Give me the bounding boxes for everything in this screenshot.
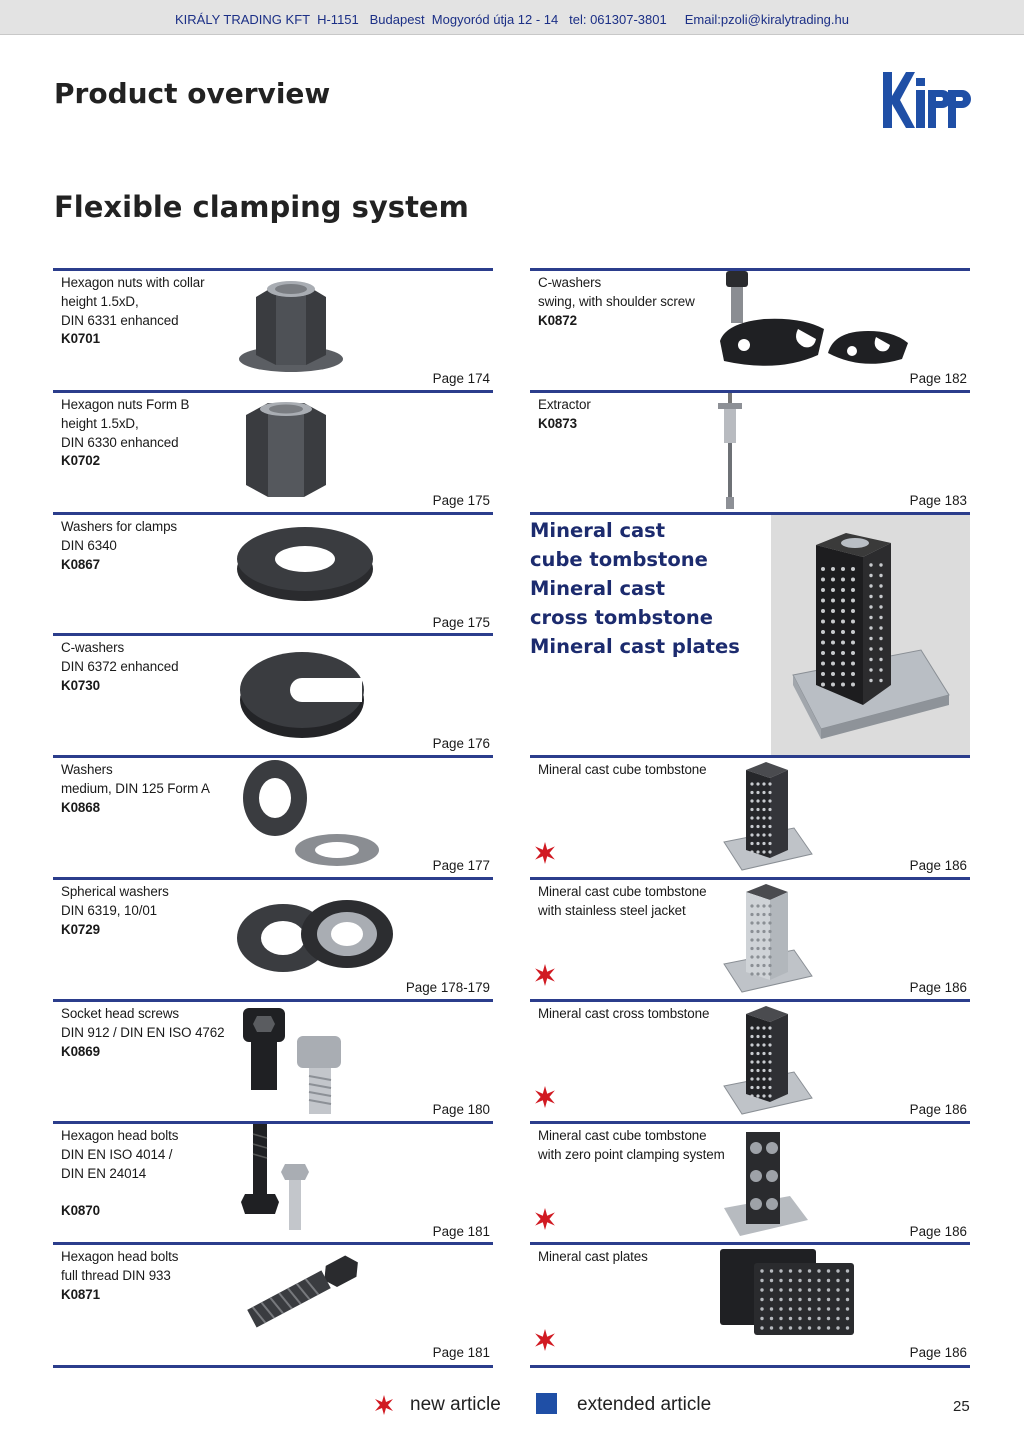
product-entry — [530, 999, 970, 1118]
description-line: Hexagon head bolts — [61, 1249, 179, 1264]
description-line: DIN 6340 — [61, 537, 117, 553]
description-line: DIN EN 24014 — [61, 1165, 147, 1181]
product-description — [538, 1248, 738, 1267]
telephone: tel: 061307-3801 — [569, 12, 667, 27]
hex-bolt-icon — [239, 1124, 319, 1241]
feature-heading-line: cube tombstone — [530, 548, 708, 571]
product-entry — [53, 390, 493, 509]
product-entry — [53, 268, 493, 387]
description-line: Extractor — [538, 397, 591, 412]
page-number: 25 — [953, 1398, 970, 1415]
page-title: Product overview — [54, 77, 331, 110]
product-description — [61, 518, 261, 574]
page-reference[interactable]: Page 186 — [909, 1224, 967, 1239]
product-description — [538, 883, 738, 921]
new-article-star-icon — [534, 842, 556, 864]
postcode: H-1151 — [317, 12, 359, 27]
contact-header-bar — [0, 0, 1024, 35]
page-reference[interactable]: Page 186 — [909, 858, 967, 873]
description-line: Mineral cast cube tombstone — [538, 1128, 707, 1143]
description-line: height 1.5xD, — [61, 415, 139, 431]
product-entry — [530, 390, 970, 509]
product-description — [538, 761, 738, 780]
city: Budapest — [369, 12, 425, 27]
collar-hex-nut-icon — [236, 277, 346, 380]
product-entry — [53, 512, 493, 631]
description-line: Hexagon nuts Form B — [61, 397, 190, 412]
description-line: DIN 6331 enhanced — [61, 312, 179, 328]
page-reference[interactable]: Page 175 — [432, 615, 490, 630]
page-reference[interactable]: Page 186 — [909, 1102, 967, 1117]
description-line: Washers for clamps — [61, 519, 178, 534]
legend-new-article: new article — [410, 1394, 501, 1415]
description-line: DIN EN ISO 4014 / — [61, 1146, 173, 1162]
email-address[interactable]: Email:pzoli@kiralytrading.hu — [684, 12, 849, 27]
description-line: Spherical washers — [61, 884, 169, 899]
article-code: K0873 — [538, 415, 577, 431]
description-line: height 1.5xD, — [61, 293, 139, 309]
extended-article-square-icon — [536, 1393, 557, 1414]
feature-heading — [530, 516, 765, 661]
article-code: K0701 — [61, 331, 100, 347]
left-bottom-rule — [53, 1365, 493, 1368]
new-article-star-icon — [534, 1208, 556, 1230]
cast-plates-icon — [718, 1247, 858, 1342]
product-description — [61, 396, 261, 471]
description-line: Hexagon nuts with collar — [61, 275, 205, 290]
description-line: DIN 6319, 10/01 — [61, 902, 158, 918]
cross-tombstone-icon — [720, 1002, 816, 1123]
extractor-icon — [710, 393, 750, 514]
right-bottom-rule — [530, 1365, 970, 1368]
description-line: with stainless steel jacket — [538, 902, 686, 918]
page-reference[interactable]: Page 178-179 — [405, 980, 490, 995]
product-entry — [530, 1242, 970, 1361]
steel-jacket-tombstone-icon — [720, 880, 816, 1001]
page-reference[interactable]: Page 180 — [432, 1102, 490, 1117]
street-address: Mogyoród útja 12 - 14 — [431, 12, 559, 27]
product-description — [61, 1005, 261, 1061]
legend-extended-article: extended article — [577, 1394, 712, 1415]
page-reference[interactable]: Page 175 — [432, 493, 490, 508]
company-name: KIRÁLY TRADING KFT — [175, 12, 310, 27]
description-line: Mineral cast cross tombstone — [538, 1006, 710, 1021]
description-line: C-washers — [61, 640, 125, 655]
page-reference[interactable]: Page 183 — [909, 493, 967, 508]
description-line: DIN 6372 enhanced — [61, 658, 179, 674]
full-thread-bolt-icon — [237, 1249, 377, 1362]
description-line: medium, DIN 125 Form A — [61, 780, 210, 796]
description-line: swing, with shoulder screw — [538, 293, 695, 309]
description-line: Washers — [61, 762, 113, 777]
page-reference[interactable]: Page 177 — [432, 858, 490, 873]
product-description — [61, 1248, 261, 1304]
hex-nut-icon — [236, 399, 336, 504]
product-description — [61, 883, 261, 939]
page-reference[interactable]: Page 182 — [909, 371, 967, 386]
swing-c-washer-icon — [716, 271, 916, 386]
feature-heading-line: Mineral cast — [530, 577, 666, 600]
product-description — [538, 396, 738, 434]
feature-heading-line: Mineral cast plates — [530, 635, 740, 658]
socket-screw-icon — [235, 1002, 355, 1125]
page-reference[interactable]: Page 186 — [909, 1345, 967, 1360]
new-article-star-icon — [534, 964, 556, 986]
product-description — [538, 1005, 738, 1024]
page-reference[interactable]: Page 181 — [432, 1345, 490, 1360]
cube-tombstone-icon — [720, 758, 816, 879]
description-line: with zero point clamping system — [538, 1146, 725, 1162]
feature-heading-line: Mineral cast — [530, 519, 666, 542]
article-code: K0868 — [61, 799, 100, 815]
product-description — [538, 274, 738, 330]
description-line: Mineral cast cube tombstone — [538, 884, 707, 899]
product-description — [61, 274, 261, 349]
kipp-logo — [882, 70, 972, 130]
spherical-washer-icon — [235, 894, 395, 979]
page-reference[interactable]: Page 181 — [432, 1224, 490, 1239]
description-line: DIN 6330 enhanced — [61, 434, 179, 450]
product-entry — [53, 877, 493, 996]
description-line: C-washers — [538, 275, 602, 290]
new-article-star-icon — [534, 1086, 556, 1108]
product-description — [61, 1127, 261, 1221]
description-line: Mineral cast plates — [538, 1249, 648, 1264]
product-description — [61, 761, 261, 817]
product-entry — [530, 877, 970, 996]
zero-point-tombstone-icon — [720, 1124, 810, 1245]
article-code: K0872 — [538, 312, 577, 328]
article-code: K0870 — [61, 1203, 100, 1219]
product-entry — [530, 268, 970, 387]
description-line: DIN 912 / DIN EN ISO 4762 — [61, 1024, 225, 1040]
product-entry — [53, 633, 493, 752]
new-article-star-icon — [374, 1395, 394, 1415]
flat-washer-icon — [241, 758, 381, 875]
article-code: K0729 — [61, 921, 100, 937]
c-washer-icon — [238, 642, 368, 747]
page-reference[interactable]: Page 186 — [909, 980, 967, 995]
article-code: K0869 — [61, 1043, 100, 1059]
new-article-star-icon — [534, 1329, 556, 1351]
feature-heading-line: cross tombstone — [530, 606, 714, 629]
product-description — [61, 639, 261, 695]
article-code: K0871 — [61, 1286, 100, 1302]
article-code: K0702 — [61, 453, 100, 469]
page-reference[interactable]: Page 174 — [432, 371, 490, 386]
article-code: K0867 — [61, 556, 100, 572]
product-entry — [53, 755, 493, 874]
description-line: Mineral cast cube tombstone — [538, 762, 707, 777]
product-description — [538, 1127, 738, 1165]
mineral-cast-feature-block — [530, 512, 970, 756]
clamp-washer-icon — [235, 523, 375, 608]
product-entry — [53, 1121, 493, 1240]
description-line — [61, 1183, 261, 1202]
page-reference[interactable]: Page 176 — [432, 736, 490, 751]
article-code: K0730 — [61, 677, 100, 693]
product-entry — [53, 1242, 493, 1361]
description-line: full thread DIN 933 — [61, 1267, 171, 1283]
product-entry — [530, 1121, 970, 1240]
product-entry — [53, 999, 493, 1118]
description-line: Hexagon head bolts — [61, 1128, 179, 1143]
section-title: Flexible clamping system — [54, 190, 469, 224]
tombstone-photo-icon — [771, 515, 970, 756]
description-line: Socket head screws — [61, 1006, 180, 1021]
product-entry — [530, 755, 970, 874]
